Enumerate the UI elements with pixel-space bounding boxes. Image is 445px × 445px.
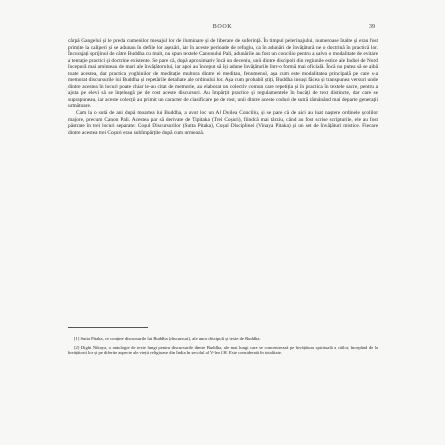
body-text: [68, 38, 378, 136]
page-number: 39: [369, 24, 375, 30]
paragraph: Cam la o sută de ani după moartea lui Buddha, a avut loc un Al Doilea Conciliu, și se pare că de aici au luat naștere ordinele școlilor majore, precum Canon Pali. Acestea par să derivate de Tipitaka (Trei Coșuri), fiindcă mai târziu, când au fost scrise scripturile, ele au fost păstrate în trei locuri separate: Coșul Discursurilor (Sutta Pitaka), Coșul Disciplinei (Vinaya Pitaka) și un set de învățături mistice. Fiecare dintre acestea trei Coșuri erau subîmpărțite după cum urmează.: [68, 110, 378, 136]
footnote-rule: [68, 327, 148, 328]
footnote: [2] Dighi Nikaya, o antologie de texte lungi pentru discursurile dintre Buddha, ale mai lungi care se concentrează pe învățătura spirituală a căilor, începând de la învățătorii lor și pe diferite aspecte ale vieții religioase din India în secolul al V-lea î.H. Este considerată în totalitate.: [68, 344, 378, 356]
footnote: [1] Sutta Pitaka, ce conține discursurile lui Buddha (discursuri), ale unor discipoli și texte de Buddha.: [74, 336, 261, 341]
running-head: BOOK: [212, 24, 233, 30]
footnotes: [68, 336, 378, 359]
paragraph: cârpă Gangelui și le preda cumenilor mesajul lor de iluminare și de liberare de suferință. În timpul pelerinajului, numeroase înalte și erau fost primite la caliperi și se adunau în defile lor așezări, iar în aceste perioade de refugiu, ca în adunări de învățătură ne o doctrină în practică lor. Încurajați sprijinul de către Buddha cu mult, nu spun textele Canonului Pali, adunările au fost un concilio pentru a salvo o modalitate de evitare a tentație practici și doctrine existente. Se pare că, după aproximativ încă un deceniu, unii dintre discipoli din regiunile estice ale Indiei de Nord începură mai aminteau de mari ale învățătorului, iar apoi au început să își adune învățăturile într-o formă mai oficială. Încă nu putea să se aibă toate acestea, dar practica yoghinilor de meditație multora dintre ei meditau, fenomenul, așa cum este modalitatea principală pe care s-a memorat discursurile lui Buddha și repetările detaliate ale ordinului lor. Așa cum probabil știți, Buddha insuși făcea și transpunea versuri unde dintre acestea în locuri poate chiar le-au citat de memorie, au elaborat un colectiv comun care repetiția și în practica în textele sacre, pentru a ajuta pe elevi să se înțeleagă pe de rost aceste discursuri. Au împărțit practice și regulamentele în bucăți de text distincte, dar care se suprapuneau, iar aceste colecții au primit un caracter de clasificare pe de rost, unii dintre aceste coduri de sutră rămânând mai departe generații următoare.: [68, 38, 378, 110]
